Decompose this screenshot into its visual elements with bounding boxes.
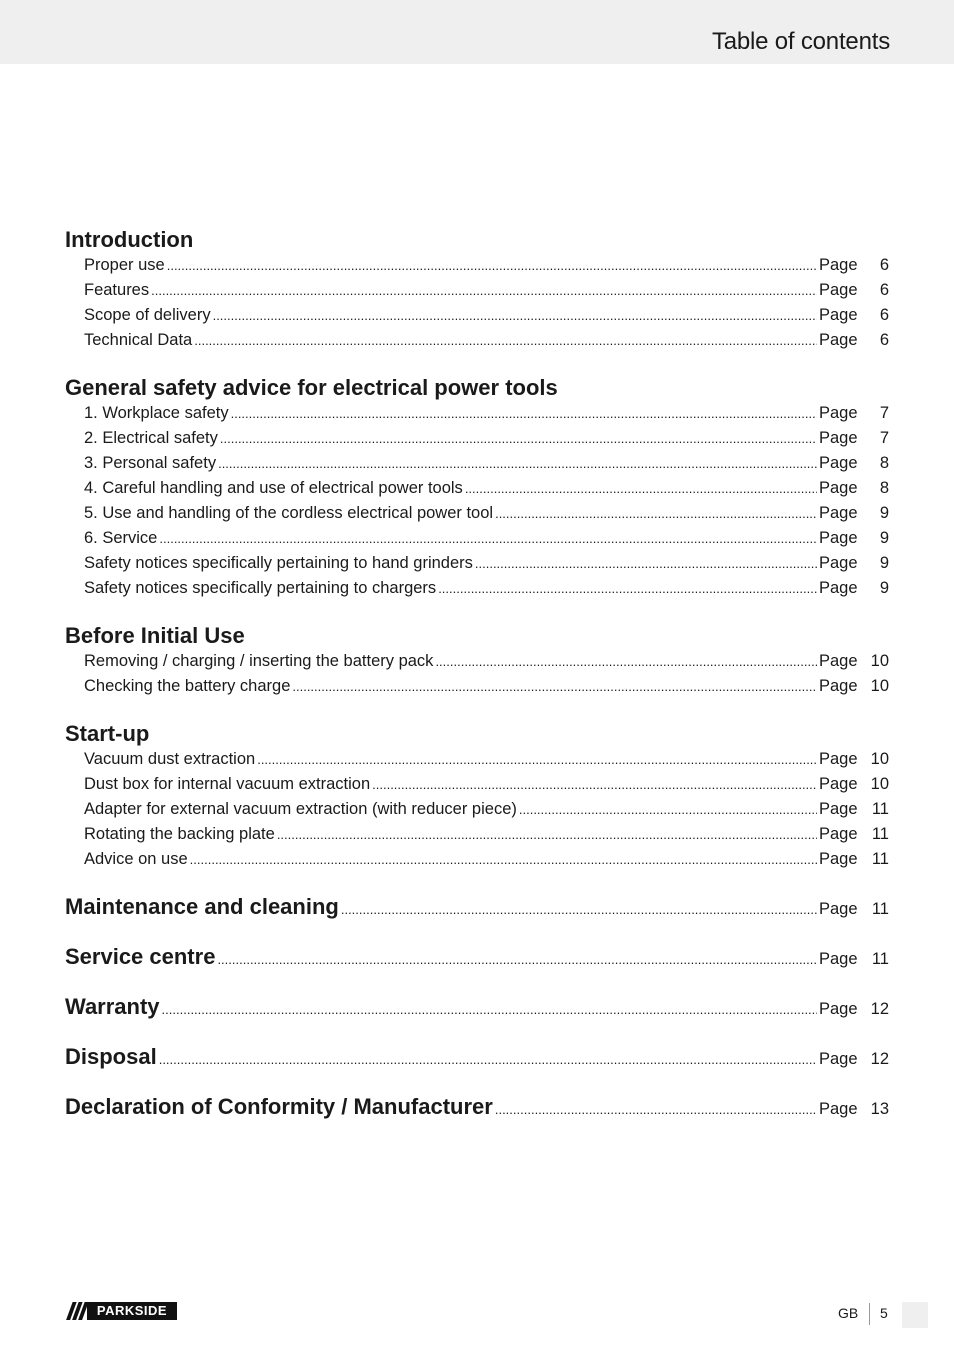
page-number: 10: [870, 750, 889, 768]
dot-leader: [151, 278, 817, 303]
dot-leader: [159, 1045, 817, 1075]
page-number: 9: [879, 529, 889, 547]
page-word: Page: [819, 850, 858, 868]
toc-entry[interactable]: [65, 747, 889, 772]
toc-entry-list: [65, 253, 889, 353]
toc-entry[interactable]: [65, 576, 889, 601]
dot-leader: [372, 772, 817, 797]
page-word: Page: [819, 750, 858, 768]
page-number: 6: [879, 331, 889, 349]
section-heading: Start-up: [65, 721, 150, 746]
toc-entry[interactable]: [65, 501, 889, 526]
toc-section-entry[interactable]: [65, 992, 889, 1022]
dot-leader: [495, 1095, 817, 1125]
section-heading: Warranty: [65, 994, 160, 1019]
toc-entry[interactable]: [65, 822, 889, 847]
page-number: 7: [879, 404, 889, 422]
page-word: Page: [819, 775, 858, 793]
toc-entry[interactable]: [65, 674, 889, 699]
toc-entry-label: Rotating the backing plate: [84, 825, 275, 843]
section-heading: Introduction: [65, 227, 194, 252]
page-number: 8: [879, 454, 889, 472]
toc-entry[interactable]: [65, 797, 889, 822]
parkside-logo: [65, 1302, 177, 1320]
toc-entry-label: Technical Data: [84, 331, 193, 349]
toc-entry-label: Dust box for internal vacuum extraction: [84, 775, 371, 793]
toc-entry[interactable]: [65, 451, 889, 476]
page-word: Page: [819, 1000, 858, 1018]
dot-leader: [438, 576, 817, 601]
page-number: 12: [870, 1050, 889, 1068]
toc-section-entry[interactable]: [65, 1092, 889, 1122]
toc-entry-label: Checking the battery charge: [84, 677, 291, 695]
dot-leader: [231, 401, 817, 426]
footer-tab-box: [902, 1302, 928, 1328]
dot-leader: [495, 501, 817, 526]
dot-leader: [217, 945, 817, 975]
dot-leader: [475, 551, 817, 576]
page-number: 6: [879, 281, 889, 299]
page-number: 9: [879, 504, 889, 522]
toc-entry-label: Adapter for external vacuum extraction (with reducer piece): [84, 800, 517, 818]
footer-page-number: 5: [880, 1305, 888, 1321]
toc-entry-list: [65, 649, 889, 699]
toc-entry[interactable]: [65, 401, 889, 426]
page-number: 13: [870, 1100, 889, 1118]
dot-leader: [257, 747, 817, 772]
toc-section: [65, 373, 889, 601]
page-number: 11: [871, 950, 889, 968]
footer-language: GB: [838, 1305, 859, 1321]
footer-divider: [869, 1303, 870, 1325]
toc-entry-list: [65, 747, 889, 872]
page-number: 6: [879, 306, 889, 324]
section-heading: General safety advice for electrical power tools: [65, 375, 558, 400]
section-heading: Disposal: [65, 1044, 157, 1069]
toc-entry-label: 5. Use and handling of the cordless electrical power tool: [84, 504, 494, 522]
dot-leader: [213, 303, 817, 328]
toc-entry-label: Scope of delivery: [84, 306, 211, 324]
page-word: Page: [819, 1100, 858, 1118]
page-title: Table of contents: [711, 28, 890, 55]
page-word: Page: [819, 900, 858, 918]
page-number: 9: [879, 579, 889, 597]
dot-leader: [190, 847, 817, 872]
page-number: 11: [871, 800, 889, 818]
page-word: Page: [819, 800, 858, 818]
page-word: Page: [819, 479, 858, 497]
section-heading: Before Initial Use: [65, 623, 245, 648]
page-word: Page: [819, 429, 858, 447]
dot-leader: [167, 253, 817, 278]
table-of-contents: [65, 225, 889, 1122]
toc-entry[interactable]: [65, 278, 889, 303]
toc-section: [65, 621, 889, 699]
page-number: 10: [870, 677, 889, 695]
toc-entry-label: Proper use: [84, 256, 165, 274]
page-word: Page: [819, 677, 858, 695]
toc-entry[interactable]: [65, 426, 889, 451]
page-word: Page: [819, 256, 858, 274]
toc-section-entry[interactable]: [65, 892, 889, 922]
dot-leader: [465, 476, 817, 501]
toc-entry-label: Safety notices specifically pertaining to chargers: [84, 579, 437, 597]
dot-leader: [292, 674, 817, 699]
logo-text: PARKSIDE: [87, 1302, 177, 1320]
dot-leader: [519, 797, 817, 822]
toc-entry[interactable]: [65, 551, 889, 576]
toc-entry[interactable]: [65, 303, 889, 328]
page-word: Page: [819, 554, 858, 572]
dot-leader: [194, 328, 817, 353]
page-word: Page: [819, 306, 858, 324]
dot-leader: [220, 426, 817, 451]
page-word: Page: [819, 529, 858, 547]
dot-leader: [159, 526, 817, 551]
toc-section: [65, 225, 889, 353]
toc-entry-label: 4. Careful handling and use of electrical power tools: [84, 479, 463, 497]
dot-leader: [277, 822, 817, 847]
toc-entry[interactable]: [65, 772, 889, 797]
toc-entry[interactable]: [65, 526, 889, 551]
section-heading: Declaration of Conformity / Manufacturer: [65, 1094, 493, 1119]
dot-leader: [341, 895, 817, 925]
page-number: 11: [871, 850, 889, 868]
toc-entry-label: Vacuum dust extraction: [84, 750, 256, 768]
toc-entry[interactable]: [65, 253, 889, 278]
toc-entry[interactable]: [65, 328, 889, 353]
toc-entry-label: 1. Workplace safety: [84, 404, 229, 422]
page-word: Page: [819, 504, 858, 522]
page-number: 7: [879, 429, 889, 447]
dot-leader: [162, 995, 817, 1025]
toc-entry-label: Removing / charging / inserting the battery pack: [84, 652, 434, 670]
toc-entry[interactable]: [65, 649, 889, 674]
toc-entry-label: 2. Electrical safety: [84, 429, 218, 447]
page-number: 11: [871, 900, 889, 918]
toc-entry-label: Advice on use: [84, 850, 188, 868]
toc-entry-label: Features: [84, 281, 150, 299]
section-heading: Service centre: [65, 944, 216, 969]
page-number: 8: [879, 479, 889, 497]
toc-section-entry[interactable]: [65, 942, 889, 972]
page-number: 9: [879, 554, 889, 572]
toc-entry[interactable]: [65, 847, 889, 872]
toc-entry[interactable]: [65, 476, 889, 501]
page-word: Page: [819, 331, 858, 349]
logo-stripes-icon: [65, 1302, 87, 1320]
toc-section-entry[interactable]: [65, 1042, 889, 1072]
page-word: Page: [819, 281, 858, 299]
toc-entry-list: [65, 401, 889, 601]
page-word: Page: [819, 652, 858, 670]
page-number: 11: [871, 825, 889, 843]
page-number: 12: [870, 1000, 889, 1018]
page-number: 6: [879, 256, 889, 274]
toc-section: [65, 719, 889, 872]
page-number: 10: [870, 775, 889, 793]
toc-entry-label: Safety notices specifically pertaining to hand grinders: [84, 554, 473, 572]
toc-entry-label: 6. Service: [84, 529, 158, 547]
page-word: Page: [819, 454, 858, 472]
page-word: Page: [819, 825, 858, 843]
toc-entry-label: 3. Personal safety: [84, 454, 217, 472]
dot-leader: [435, 649, 817, 674]
page-number: 10: [870, 652, 889, 670]
page-word: Page: [819, 404, 858, 422]
dot-leader: [218, 451, 817, 476]
page-word: Page: [819, 579, 858, 597]
section-heading: Maintenance and cleaning: [65, 894, 339, 919]
page-word: Page: [819, 950, 858, 968]
page-word: Page: [819, 1050, 858, 1068]
